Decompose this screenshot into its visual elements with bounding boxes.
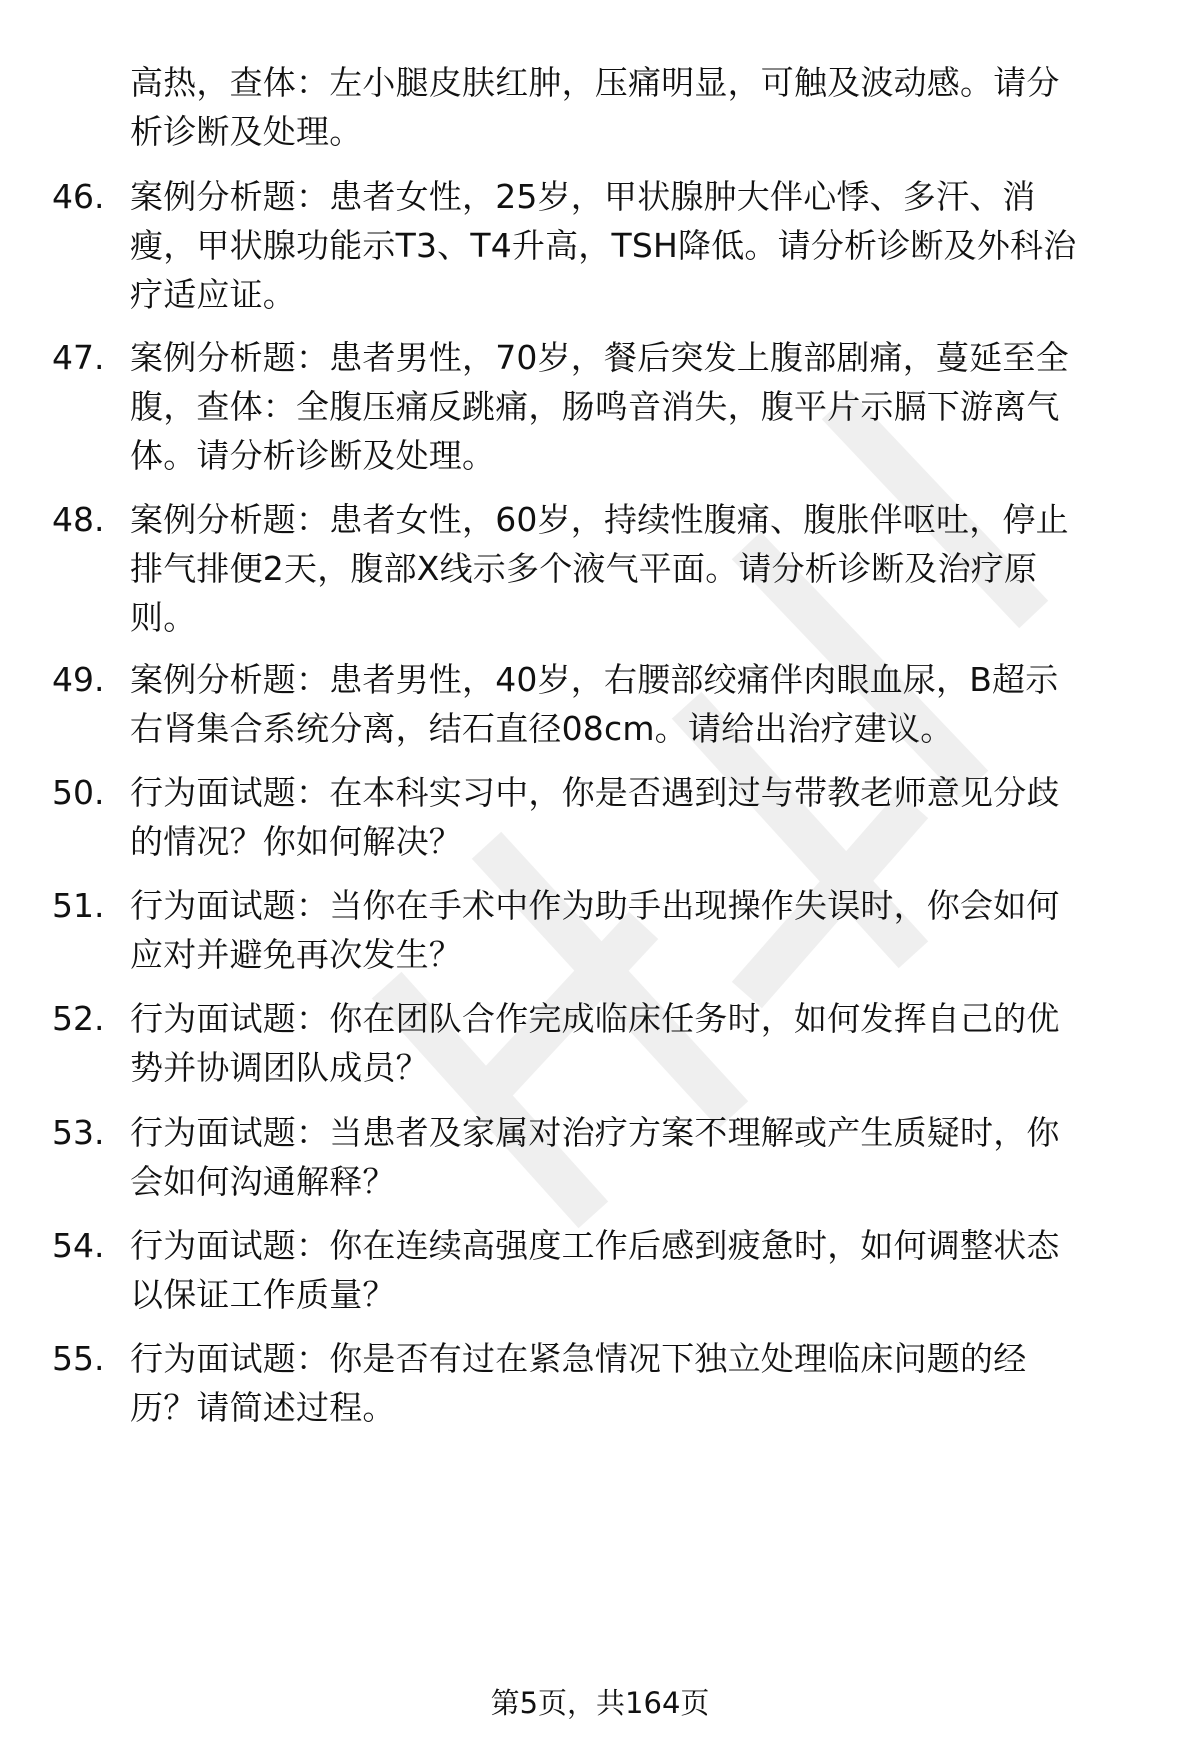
item-text [130, 1334, 1155, 1432]
text-line: 案例分析题：患者女性，25岁，甲状腺肿大伴心悸、多汗、消 [130, 177, 1036, 216]
text-line: 行为面试题：当你在手术中作为助手出现操作失误时，你会如何 [130, 886, 1060, 925]
text-line: 的情况？你如何解决？ [130, 822, 462, 861]
text-line: 排气排便2天，腹部X线示多个液气平面。请分析诊断及治疗原 [130, 549, 1038, 588]
text-line: 案例分析题：患者男性，70岁，餐后突发上腹部剧痛，蔓延至全 [130, 338, 1069, 377]
text-line: 案例分析题：患者女性，60岁，持续性腹痛、腹胀伴呕吐，停止 [130, 500, 1069, 539]
text-line: 以保证工作质量？ [130, 1275, 396, 1314]
item-text [130, 172, 1155, 319]
item-number: 46. [52, 177, 105, 216]
item-number: 54. [52, 1226, 105, 1265]
text-line: 腹，查体：全腹压痛反跳痛，肠鸣音消失，腹平片示膈下游离气 [130, 387, 1060, 426]
item-text [130, 881, 1155, 979]
item-text [130, 58, 1155, 156]
text-line: 体。请分析诊断及处理。 [130, 436, 496, 475]
item-text [130, 333, 1155, 480]
item-number: 47. [52, 338, 105, 377]
item-text [130, 768, 1155, 866]
text-line: 应对并避免再次发生？ [130, 935, 462, 974]
item-text [130, 1108, 1155, 1206]
page-footer: 第5页，共164页 [490, 1686, 710, 1720]
text-line: 行为面试题：你是否有过在紧急情况下独立处理临床问题的经 [130, 1339, 1027, 1378]
item-number: 52. [52, 999, 105, 1038]
text-line: 历？请简述过程。 [130, 1388, 396, 1427]
item-text [130, 1221, 1155, 1319]
item-number: 49. [52, 660, 105, 699]
text-line: 疗适应证。 [130, 275, 296, 314]
text-line: 行为面试题：在本科实习中，你是否遇到过与带教老师意见分歧 [130, 773, 1060, 812]
item-number: 53. [52, 1113, 105, 1152]
item-text [130, 495, 1155, 642]
text-line: 案例分析题：患者男性，40岁，右腰部绞痛伴肉眼血尿，B超示 [130, 660, 1059, 699]
text-line: 会如何沟通解释？ [130, 1162, 396, 1201]
item-text [130, 655, 1155, 753]
text-line: 析诊断及处理。 [130, 112, 363, 151]
item-number: 55. [52, 1339, 105, 1378]
text-line: 则。 [130, 598, 197, 637]
text-line: 高热，查体：左小腿皮肤红肿，压痛明显，可触及波动感。请分 [130, 63, 1060, 102]
text-line: 势并协调团队成员？ [130, 1048, 429, 1087]
text-line: 行为面试题：你在团队合作完成临床任务时，如何发挥自己的优 [130, 999, 1060, 1038]
item-number: 51. [52, 886, 105, 925]
item-number: 48. [52, 500, 105, 539]
text-line: 右肾集合系统分离，结石直径08cm。请给出治疗建议。 [130, 709, 954, 748]
item-text [130, 994, 1155, 1092]
text-line: 瘦，甲状腺功能示T3、T4升高，TSH降低。请分析诊断及外科治 [130, 226, 1077, 265]
text-line: 行为面试题：你在连续高强度工作后感到疲惫时，如何调整状态 [130, 1226, 1060, 1265]
item-number: 50. [52, 773, 105, 812]
text-line: 行为面试题：当患者及家属对治疗方案不理解或产生质疑时，你 [130, 1113, 1060, 1152]
